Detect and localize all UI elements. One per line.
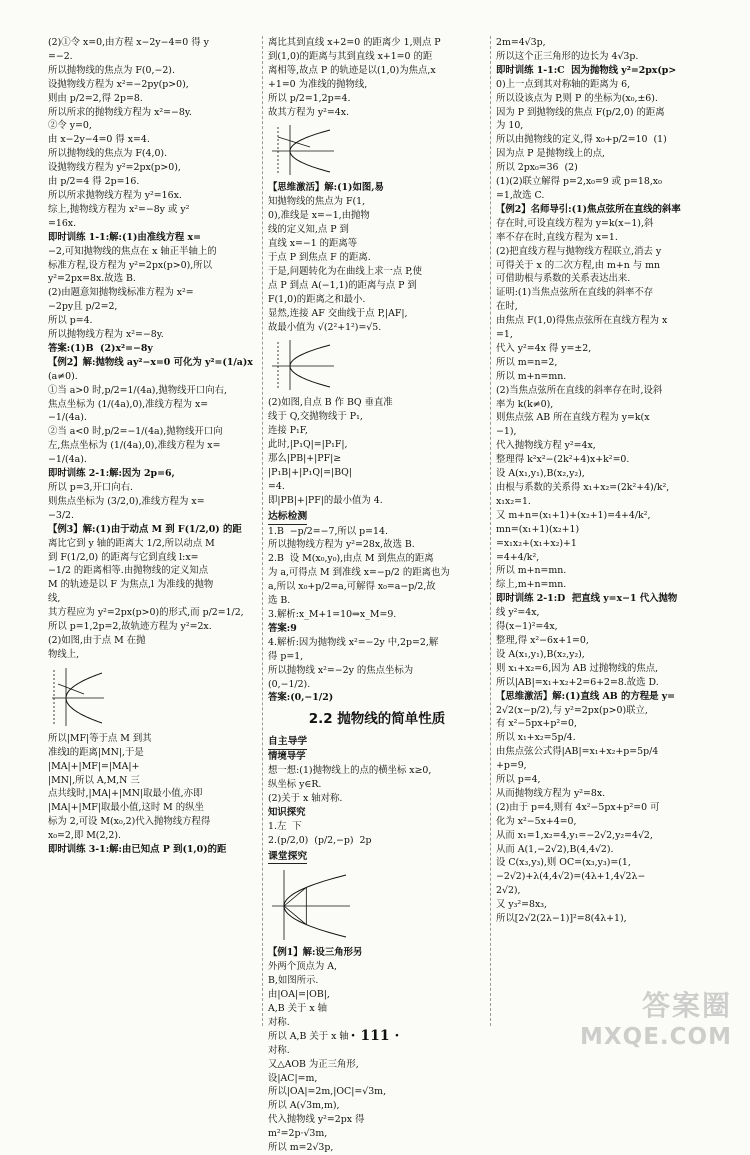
col3-line: 综上,m+n=mn. (496, 579, 567, 591)
col2c-line: 外两个顶点为 A, (268, 961, 337, 973)
col1-line: 标为 2,可设 M(x₀,2)代入抛物线方程得 (48, 816, 211, 828)
col3-line: 所以 p=4, (496, 774, 541, 786)
col1-line: 所以所求抛物线方程为 y²=16x. (48, 189, 182, 201)
col2c-line: 纵坐标 y∈R. (268, 778, 322, 790)
col3-line: 从而 A(1,−2√2),B(4,4√2). (496, 843, 614, 855)
column-1 (48, 36, 258, 1036)
col1-line: 左,焦点坐标为 (1/(4a),0),准线方程为 x= (48, 440, 221, 452)
col1-line: 所以抛物线的焦点为 F(4,0). (48, 148, 168, 160)
col2c-line: A,B 关于 x 轴 (268, 1003, 327, 1015)
col2c-line: 所以 A,B 关于 x 轴 (268, 1030, 349, 1042)
col2a-line: 故最小值为 √(2²+1²)=√5. (268, 321, 382, 333)
col2a-line: 0),准线是 x=−1,由抛物 (268, 210, 370, 222)
col1-line: 设抛物线方程为 y²=2px(p>0), (48, 162, 181, 174)
col2c-line: 由|OA|=|OB|, (268, 989, 330, 1001)
col3-line: 有 x²−5px+p²=0, (496, 718, 577, 730)
col1-line: 所以抛物线的焦点为 F(0,−2). (48, 64, 175, 76)
col1-line: −3/2. (48, 509, 74, 521)
column-2-check-section (268, 508, 486, 706)
col2b-line: 达标检测 (268, 510, 307, 525)
col2a-line: +1=0 为准线的抛物线, (268, 78, 368, 90)
col1-line: 所以所求的抛物线方程为 x²=−8y. (48, 106, 192, 118)
col2a-line: 即|PB|+|PF|的最小值为 4. (268, 494, 383, 506)
col3-line: 又 m+n=(x₁+1)+(x₂+1)=4+4/k², (496, 509, 651, 521)
col3-line: (2)把直线方程与抛物线方程联立,消去 y (496, 245, 662, 257)
fig-example3-parabola-segment (58, 684, 84, 694)
col1-line: 所以|MF|等于点 M 到其 (48, 732, 152, 744)
col2c-line: 代入抛物线 y²=2px 得 (268, 1114, 365, 1126)
col2a-line: 线的定义知,点 P 到 (268, 224, 349, 236)
col1-line: (2)①令 x=0,由方程 x−2y−4=0 得 y (48, 37, 209, 48)
col3-line: 所以设该点为 P,则 P 的坐标为(x₀,±6). (496, 92, 658, 104)
column-divider-2 (490, 36, 491, 1026)
col2b-line: 答案:9 (268, 622, 297, 634)
col1-line: ②令 y=0, (48, 120, 92, 132)
col2a-line: 于点 P 到焦点 F 的距离. (268, 251, 371, 263)
col3-line: 则 x₁+x₂=6,因为 AB 过抛物线的焦点, (496, 662, 659, 674)
col3-line: =1,故选 C. (496, 189, 545, 201)
col2c-line: 知识探究 (268, 806, 306, 818)
col3-line: 2√2(x−p/2),与 y²=2px(p>0)联立, (496, 704, 648, 716)
col3-line: 因为点 P 是抛物线上的点, (496, 148, 605, 160)
watermark-line-2: MXQE.COM (580, 1024, 732, 1050)
col2b-line: 所以抛物线 x²=−2y 的焦点坐标为 (268, 664, 414, 676)
col2b-line: 2.B 设 M(x₀,y₀),由点 M 到焦点的距离 (268, 553, 434, 565)
col2a-line: 线于 Q,交抛物线于 P₁, (268, 411, 363, 423)
col3-line: (2)当焦点弦所在直线的斜率存在时,设斜 (496, 384, 663, 396)
col1-line: x₀=2,即 M(2,2). (48, 830, 122, 842)
col2b-line: 1.B −p/2=−7,所以 p=14. (268, 525, 388, 537)
col1-line: 则焦点坐标为 (3/2,0),准线方程为 x= (48, 495, 205, 507)
column-2 (268, 36, 486, 1154)
col1-line: 综上,抛物线方程为 x²=−8y 或 y² (48, 203, 190, 215)
col2c-line: 1.左 下 (268, 820, 302, 832)
col3-line: 从而抛物线方程为 y²=8x. (496, 787, 606, 799)
col3-line: 整理,得 x²−6x+1=0, (496, 634, 589, 646)
col2a-line: F(1,0)的距离之和最小. (268, 293, 366, 305)
col1-line: (2)由题意知抛物线标准方程为 x²= (48, 287, 194, 299)
col3-line: 线 y²=4x, (496, 607, 540, 619)
col1-line: 准线l的距离|MN|,于是 (48, 746, 144, 758)
col1-line: 到 F(1/2,0) 的距离与它到直线 l:x= (48, 551, 199, 563)
col3-line: 所以 m=n=2, (496, 356, 558, 368)
col1-line: 答案:(1)B (2)x²=−8y (48, 342, 153, 354)
col3-line: 所以 m+n=mn. (496, 565, 567, 577)
col2a-line: =4. (268, 480, 285, 492)
col2a-line: 那么|PB|+|PF|≥ (268, 453, 342, 465)
col1-line: −1/(4a). (48, 454, 87, 466)
col2b-line: 得 p=1, (268, 650, 304, 662)
col3-line: 所以[2√2(2λ−1)]²=8(4λ+1), (496, 913, 627, 925)
col1-line: 焦点坐标为 (1/(4a),0),准线方程为 x= (48, 398, 209, 410)
col1-line: 即时训练 3-1:解:由已知点 P 到(1,0)的距 (48, 844, 227, 856)
col3-line: 所以由抛物线的定义,得 x₀+p/2=10 (1) (496, 134, 667, 146)
col2b-line: (0,−1/2). (268, 678, 311, 690)
section-title: 2.2 抛物线的简单性质 (308, 711, 446, 728)
col3-line: x₁x₂=1. (496, 495, 531, 507)
col3-line: 则焦点弦 AB 所在直线方程为 y=k(x (496, 412, 650, 424)
col1-line: 其方程应为 y²=2px(p>0)的形式,而 p/2=1/2, (48, 607, 244, 619)
col2a-line: 显然,连接 AF 交曲线于点 P,|AF|, (268, 307, 408, 319)
col1-line: −2,可知抛物线的焦点在 x 轴正半轴上的 (48, 245, 217, 257)
col3-line: 为 10, (496, 120, 524, 132)
watermark-line-1: 答案圈 (641, 989, 732, 1022)
col1-line: |MA|+|MF|取最小值,这时 M 的纵坐 (48, 802, 204, 814)
watermark-logo (580, 984, 732, 1050)
col3-line: 2√2), (496, 885, 521, 897)
col3-line: 2m=4√3p, (496, 37, 546, 48)
col2a-line: 此时,|P₁Q|=|P₁F|, (268, 439, 348, 451)
col3-line: =1, (496, 329, 513, 341)
col2b-line: 所以抛物线方程为 y²=28x,故选 B. (268, 539, 415, 551)
col2c-line: 所以 m=2√3p, (268, 1142, 334, 1154)
col3-line: 得(x−1)²=4x, (496, 621, 558, 633)
col2c-line: 课堂探究 (268, 850, 307, 865)
col2c-line: 【例1】解:设三角形另 (268, 947, 363, 959)
fig-thinking-parabola-2 (268, 336, 338, 394)
col1-line: −2py且 p/2=2, (48, 301, 118, 313)
col3-line: 所以 m+n=mn. (496, 370, 567, 382)
col2c-line: 所以|OA|=2m,|OC|=√3m, (268, 1086, 387, 1098)
col1-line: |MA|+|MF|=|MA|+ (48, 760, 140, 772)
col3-line: 所以这个正三角形的边长为 4√3p. (496, 50, 639, 62)
fig-example3-parabola (48, 664, 108, 730)
col1-line: 由 p/2=4 得 2p=16. (48, 176, 140, 188)
col3-line: 代入抛物线方程 y²=4x, (496, 440, 596, 452)
col2a-line: (2)如图,自点 B 作 BQ 垂直准 (268, 397, 393, 409)
col2c-line: 设|AC|=m, (268, 1072, 318, 1084)
col2b-line: 为 a,可得点 M 到准线 x=−p/2 的距离也为 (268, 567, 450, 579)
col1-line: 【例3】解:(1)由于动点 M 到 F(1/2,0) 的距 (48, 523, 242, 535)
col3-line: 可借助根与系数的关系表达出来. (496, 273, 631, 285)
col3-line: 所以|AB|=x₁+x₂+2=6+2=8.故选 D. (496, 676, 659, 688)
col1-line: (2)如图,由于点 M 在抛 (48, 634, 146, 646)
col3-line: −1), (496, 426, 517, 438)
col2c-line: 2.(p/2,0) (p/2,−p) 2p (268, 834, 372, 846)
col2a-line: 点 P 到点 A(−1,1)的距离与点 P 到 (268, 279, 417, 291)
col1-line: ①当 a>0 时,p/2=1/(4a),抛物线开口向右, (48, 384, 228, 396)
col1-line: 所以抛物线方程为 x²=−8y. (48, 329, 164, 341)
col3-line: (2)由于 p=4,则有 4x²−5px+p²=0 可 (496, 801, 660, 813)
col1-line: =−2. (48, 50, 73, 62)
col1-line: M 的轨迹是以 F 为焦点,l 为准线的抛物 (48, 579, 214, 591)
col3-line: 由焦点 F(1,0)得焦点弦所在直线方程为 x (496, 315, 668, 327)
col2c-line: 情境导学 (268, 751, 306, 763)
col1-line: −1/2 的距离相等.由抛物线的定义知点 (48, 565, 209, 577)
col3-line: 设 A(x₁,y₁),B(x₂,y₂), (496, 468, 585, 480)
col2a-line: 故其方程为 y²=4x. (268, 106, 349, 118)
col2c-line: (2)关于 x 轴对称. (268, 792, 343, 804)
col2a-line: 直线 x=−1 的距离等 (268, 238, 358, 250)
col3-line: 所以 x₁+x₂=5p/4. (496, 732, 576, 744)
col2a-line: 到(1,0)的距离与其到直线 x+1=0 的距 (268, 50, 433, 62)
col1-line: 所以 p=4. (48, 315, 93, 327)
col2a-line: 离相等,故点 P 的轨迹是以(1,0)为焦点,x (268, 64, 436, 76)
col2c-line: 对称. (268, 1016, 290, 1028)
col2b-line: 答案:(0,−1/2) (268, 692, 334, 704)
col2b-line: 4.解析:因为抛物线 x²=−2y 中,2p=2,解 (268, 636, 439, 648)
col1-line: −1/(4a). (48, 412, 87, 424)
col1-line: 点共线时,|MA|+|MN|取最小值,亦即 (48, 788, 203, 800)
col3-line: mn=(x₁+1)(x₂+1) (496, 523, 580, 535)
col2a-line: 离比其到直线 x+2=0 的距离少 1,则点 P (268, 37, 441, 48)
col3-line: 化为 x²−5x+4=0, (496, 815, 577, 827)
col2c-line: m²=2p·√3m, (268, 1128, 328, 1140)
col2a-line: 所以 p/2=1,2p=4. (268, 92, 351, 104)
col2c-line: B,如图所示. (268, 975, 319, 987)
col2a-line: |P₁B|+|P₁Q|=|BQ| (268, 466, 352, 478)
column-2-solutions (268, 36, 486, 508)
col3-line: 从而 x₁=1,x₂=4,y₁=−2√2,y₂=4√2, (496, 829, 653, 841)
col1-line: 则由 p/2=2,得 2p=8. (48, 92, 143, 104)
col1-line: |MN|,所以 A,M,N 三 (48, 774, 140, 786)
column-2-section-body (268, 733, 486, 1155)
column-divider-1 (262, 36, 263, 1026)
col1-line: 【例2】解:抛物线 ay²−x=0 可化为 y²=(1/a)x (48, 356, 253, 368)
col3-line: 因为 P 到抛物线的焦点 F(p/2,0) 的距离 (496, 106, 665, 118)
col3-line: 设 A(x₁,y₁),B(x₂,y₂), (496, 648, 585, 660)
col1-line: 由 x−2y−4=0 得 x=4. (48, 134, 150, 146)
col2c-line: 又△AOB 为正三角形, (268, 1058, 359, 1070)
col3-line: 由根与系数的关系得 x₁+x₂=(2k²+4)/k², (496, 482, 670, 493)
col3-line: 又 y₃²=8x₃, (496, 899, 548, 911)
col1-line: 离比它到 y 轴的距离大 1/2,所以动点 M (48, 537, 215, 549)
col3-line: =4+4/k², (496, 551, 540, 563)
col2b-line: a,所以 x₀+p/2=a,可解得 x₀=a−p/2,故 (268, 581, 436, 593)
col3-line: 即时训练 2-1:D 把直线 y=x−1 代入抛物 (496, 593, 678, 605)
fig-example1-triangle-parabola (268, 866, 354, 944)
col1-line: (a≠0). (48, 370, 78, 382)
col3-line: 由焦点弦公式得|AB|=x₁+x₂+p=5p/4 (496, 746, 659, 758)
col1-line: y²=2px=8x.故选 B. (48, 273, 136, 285)
col3-line: 率为 k(k≠0), (496, 398, 554, 410)
page-number: · 111 · (350, 1028, 400, 1044)
column-3 (496, 36, 710, 1036)
col1-line: 即时训练 2-1:解:因为 2p=6, (48, 468, 175, 480)
col3-line: 率不存在时,直线方程为 x=1. (496, 231, 618, 243)
col2a-line: 于是,问题转化为在曲线上求一点 P,使 (268, 265, 422, 277)
col1-line: 即时训练 1-1:解:(1)由准线方程 x= (48, 231, 201, 243)
col3-line: 【例2】名师导引:(1)焦点弦所在直线的斜率 (496, 203, 681, 215)
col3-line: (1)(2)联立解得 p=2,x₀=9 或 p=18,x₀ (496, 176, 662, 188)
col1-line: 线, (48, 593, 61, 605)
col3-line: 设 C(x₃,y₃),则 OC=(x₃,y₃)=(1, (496, 857, 631, 869)
col2c-line: 所以 A(√3m,m), (268, 1100, 340, 1112)
col2a-line: 【思维激活】解:(1)如图,易 (268, 182, 384, 194)
col3-line: =x₁x₂+(x₁+x₂)+1 (496, 537, 577, 549)
col2c-line: 对称. (268, 1044, 290, 1056)
col3-line: −2√2)+λ(4,4√2)=(4λ+1,4√2λ− (496, 871, 646, 883)
col3-line: 证明:(1)当焦点弦所在直线的斜率不存 (496, 287, 654, 299)
fig-thinking-parabola-1 (268, 121, 338, 179)
col1-line: =16x. (48, 217, 77, 229)
col2a-line: 知抛物线的焦点为 F(1, (268, 196, 366, 208)
col2b-line: 3.解析:x_M+1=10⇒x_M=9. (268, 609, 397, 620)
col2b-line: 选 B. (268, 595, 291, 607)
col3-line: 可得关于 x 的二次方程,由 m+n 与 mn (496, 259, 661, 271)
col2c-line: 想一想:(1)抛物线上的点的横坐标 x≥0, (268, 765, 432, 777)
col3-line: 即时训练 1-1:C 因为抛物线 y²=2px(p> (496, 64, 677, 76)
col1-line: 所以 p=1,2p=2,故轨迹方程为 y²=2x. (48, 621, 212, 633)
col3-line: 整理得 k²x²−(2k²+4)x+k²=0. (496, 454, 630, 466)
col1-line: 所以 p=3,开口向右. (48, 482, 134, 493)
col1-line: 标准方程,设方程为 y²=2px(p>0),所以 (48, 259, 212, 271)
col3-line: 【思维激活】解:(1)直线 AB 的方程是 y= (496, 690, 676, 702)
col3-line: 所以 2px₀=36 (2) (496, 162, 578, 174)
col3-line: 存在时,可设直线方程为 y=k(x−1),斜 (496, 217, 654, 229)
col1-line: ②当 a<0 时,p/2=−1/(4a),抛物线开口向 (48, 426, 223, 438)
col3-line: 代入 y²=4x 得 y=±2, (496, 342, 592, 354)
col3-line: +p=9, (496, 760, 527, 772)
col2c-line: 自主导学 (268, 735, 307, 750)
col1-line: 设抛物线方程为 x²=−2py(p>0), (48, 78, 189, 90)
col1-line: 物线上, (48, 648, 80, 660)
col2a-line: 连接 P₁F, (268, 425, 308, 437)
col3-line: 在时, (496, 301, 518, 313)
col3-line: 0)上一点到其对称轴的距离为 6, (496, 78, 631, 90)
